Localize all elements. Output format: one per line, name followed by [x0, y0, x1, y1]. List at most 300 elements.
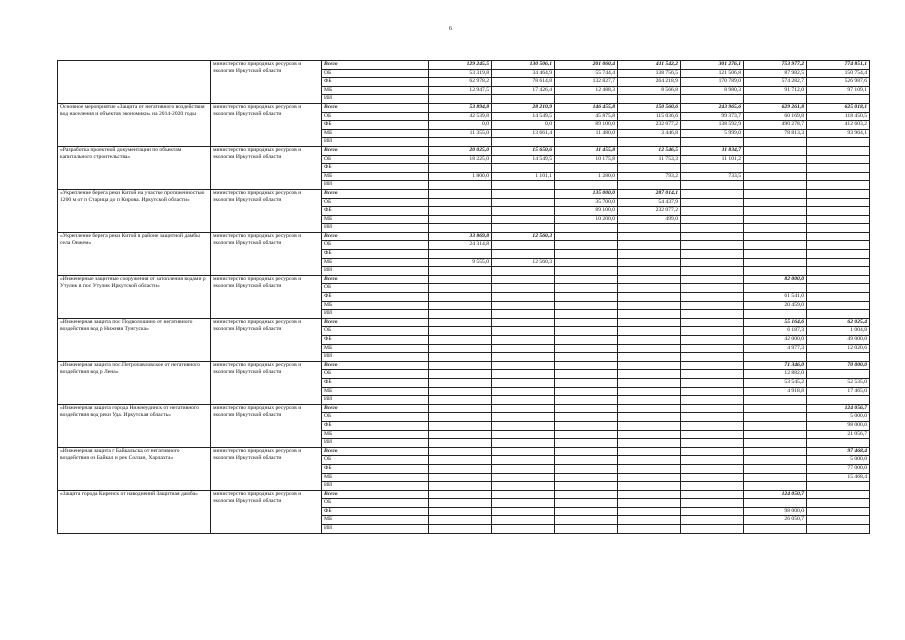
funding-value: 60 169,8: [744, 112, 807, 121]
funding-value: 12 488,3: [555, 86, 618, 95]
funding-value: 54 437,9: [618, 198, 681, 207]
funding-value: [555, 430, 618, 439]
funding-value: [681, 361, 744, 370]
funding-source: ИИ: [322, 439, 429, 448]
funding-value: [807, 95, 870, 104]
funding-value: [492, 224, 555, 233]
funding-value: [492, 275, 555, 284]
funding-value: 99 373,7: [681, 112, 744, 121]
funding-value: [744, 267, 807, 276]
measure-name: «Инженерная защита пос.Петропавловское от негативного воздействия вод р Лена»: [58, 361, 211, 404]
funding-value: [681, 95, 744, 104]
funding-value: [492, 516, 555, 525]
funding-value: 10 200,0: [555, 215, 618, 224]
funding-value: [429, 361, 492, 370]
funding-value: [807, 525, 870, 534]
funding-value: [618, 164, 681, 173]
table-row: [58, 61, 870, 70]
funding-value: [555, 293, 618, 302]
funding-value: [618, 499, 681, 508]
funding-source: ИИ: [322, 525, 429, 534]
funding-value: [681, 344, 744, 353]
funding-value: [618, 421, 681, 430]
funding-value: 243 965,6: [681, 103, 744, 112]
funding-value: [492, 198, 555, 207]
funding-value: [492, 482, 555, 491]
funding-value: [681, 189, 744, 198]
funding-value: [429, 396, 492, 405]
funding-source: ОБ: [322, 413, 429, 422]
funding-value: [618, 344, 681, 353]
funding-value: [618, 378, 681, 387]
funding-value: [744, 310, 807, 319]
funding-value: [429, 336, 492, 345]
funding-value: [618, 482, 681, 491]
funding-value: 93 964,1: [807, 129, 870, 138]
funding-value: [429, 189, 492, 198]
funding-value: [618, 456, 681, 465]
funding-value: [555, 181, 618, 190]
funding-value: [807, 439, 870, 448]
funding-value: [618, 473, 681, 482]
measure-name: «Защита города Киренск от наводнений Защитная дамба»: [58, 490, 211, 533]
funding-value: 62 978,2: [429, 78, 492, 87]
funding-source: МБ: [322, 172, 429, 181]
funding-source: ФБ: [322, 464, 429, 473]
funding-value: [429, 138, 492, 147]
funding-value: [618, 318, 681, 327]
funding-value: [618, 224, 681, 233]
funding-value: 574 282,7: [744, 78, 807, 87]
funding-source: МБ: [322, 215, 429, 224]
funding-value: 53 545,2: [744, 378, 807, 387]
funding-value: [618, 430, 681, 439]
funding-value: [492, 456, 555, 465]
funding-value: [807, 189, 870, 198]
funding-value: [618, 439, 681, 448]
funding-value: 15 650,6: [492, 146, 555, 155]
funding-source: Всего: [322, 275, 429, 284]
funding-value: [429, 293, 492, 302]
funding-value: [555, 439, 618, 448]
funding-value: [429, 404, 492, 413]
funding-value: [555, 370, 618, 379]
funding-value: [807, 224, 870, 233]
funding-value: 12 560,3: [492, 258, 555, 267]
funding-value: 629 261,8: [744, 103, 807, 112]
funding-value: [744, 396, 807, 405]
funding-value: [744, 207, 807, 216]
funding-value: [492, 267, 555, 276]
funding-source: МБ: [322, 86, 429, 95]
executor-name: министерство природных ресурсов и экологии Иркутской области: [211, 447, 322, 490]
funding-value: 97 468,4: [807, 447, 870, 456]
funding-value: [492, 95, 555, 104]
funding-source: МБ: [322, 516, 429, 525]
funding-value: 118 450,5: [807, 112, 870, 121]
funding-value: [492, 284, 555, 293]
funding-value: [555, 232, 618, 241]
funding-value: [492, 344, 555, 353]
funding-value: [807, 155, 870, 164]
funding-value: [807, 275, 870, 284]
funding-source: Всего: [322, 490, 429, 499]
funding-value: 98 000,0: [744, 507, 807, 516]
funding-value: [618, 464, 681, 473]
funding-value: [807, 232, 870, 241]
funding-source: ФБ: [322, 336, 429, 345]
funding-value: 15 468,4: [807, 473, 870, 482]
funding-source: ИИ: [322, 181, 429, 190]
funding-source: ОБ: [322, 241, 429, 250]
funding-value: [807, 499, 870, 508]
funding-value: [807, 146, 870, 155]
funding-value: [681, 490, 744, 499]
funding-value: [807, 310, 870, 319]
funding-value: 301 276,1: [681, 61, 744, 70]
funding-source: ИИ: [322, 224, 429, 233]
funding-source: ОБ: [322, 499, 429, 508]
funding-source: Всего: [322, 232, 429, 241]
funding-value: [618, 258, 681, 267]
funding-value: [429, 318, 492, 327]
funding-value: 78 813,3: [744, 129, 807, 138]
funding-value: 20 025,0: [429, 146, 492, 155]
funding-value: 1 280,0: [555, 172, 618, 181]
funding-value: [555, 327, 618, 336]
table-row: [58, 361, 870, 370]
funding-source: Всего: [322, 189, 429, 198]
funding-value: [429, 447, 492, 456]
funding-source: ИИ: [322, 95, 429, 104]
funding-value: [618, 327, 681, 336]
funding-source: МБ: [322, 387, 429, 396]
funding-value: 11 455,8: [555, 146, 618, 155]
funding-value: [744, 215, 807, 224]
funding-value: 793,2: [618, 172, 681, 181]
funding-value: 12 560,3: [492, 232, 555, 241]
funding-value: [555, 525, 618, 534]
executor-name: министерство природных ресурсов и экологии Иркутской области: [211, 275, 322, 318]
executor-name: министерство природных ресурсов и экологии Иркутской области: [211, 490, 322, 533]
funding-value: 17 426,4: [492, 86, 555, 95]
funding-value: 61 541,0: [744, 293, 807, 302]
funding-value: [681, 507, 744, 516]
funding-value: 130 506,1: [492, 61, 555, 70]
funding-value: [807, 207, 870, 216]
funding-value: [744, 421, 807, 430]
executor-name: министерство природных ресурсов и экологии Иркутской области: [211, 404, 322, 447]
executor-name: министерство природных ресурсов и экологии Иркутской области: [211, 361, 322, 404]
funding-table: [57, 60, 870, 534]
funding-value: [744, 525, 807, 534]
measure-name: [58, 61, 211, 104]
funding-value: 150 754,4: [807, 69, 870, 78]
funding-value: [807, 198, 870, 207]
funding-value: [618, 525, 681, 534]
funding-value: [681, 284, 744, 293]
funding-value: [618, 396, 681, 405]
funding-value: [807, 516, 870, 525]
funding-value: [618, 516, 681, 525]
funding-value: [681, 215, 744, 224]
funding-value: [429, 164, 492, 173]
funding-value: [681, 378, 744, 387]
funding-value: [492, 413, 555, 422]
funding-value: [744, 155, 807, 164]
measure-name: «Инженерная защита г Байкальска от негативного воздействия оз Байкал и рек Солзан, Харлахта»: [58, 447, 211, 490]
funding-source: Всего: [322, 146, 429, 155]
funding-value: 6 187,3: [744, 327, 807, 336]
funding-source: ИИ: [322, 482, 429, 491]
funding-value: 124 050,7: [744, 490, 807, 499]
funding-value: [492, 293, 555, 302]
table-row: [58, 103, 870, 112]
executor-name: министерство природных ресурсов и экологии Иркутской области: [211, 61, 322, 104]
funding-value: [681, 301, 744, 310]
funding-value: 78 614,8: [492, 78, 555, 87]
funding-value: 62 025,4: [807, 318, 870, 327]
funding-value: [618, 310, 681, 319]
funding-value: [429, 353, 492, 362]
funding-value: [555, 413, 618, 422]
funding-value: 232 077,2: [618, 121, 681, 130]
funding-value: [681, 447, 744, 456]
funding-value: [429, 473, 492, 482]
funding-value: 82 000,0: [744, 275, 807, 284]
funding-value: 170 789,0: [681, 78, 744, 87]
funding-value: [744, 258, 807, 267]
funding-value: [429, 95, 492, 104]
table-row: [58, 275, 870, 284]
funding-value: [618, 275, 681, 284]
funding-value: [744, 430, 807, 439]
funding-source: Всего: [322, 318, 429, 327]
funding-value: [681, 250, 744, 259]
funding-value: 150 560,6: [618, 103, 681, 112]
funding-value: [744, 404, 807, 413]
funding-source: МБ: [322, 430, 429, 439]
funding-value: [681, 525, 744, 534]
measure-name: «Укрепление берега реки Китой в районе защитной дамбы села Онжем»: [58, 232, 211, 275]
funding-value: 8 980,3: [681, 86, 744, 95]
table-row: [58, 189, 870, 198]
funding-value: 490 278,7: [744, 121, 807, 130]
funding-value: 774 851,1: [807, 61, 870, 70]
funding-value: [555, 499, 618, 508]
funding-value: [555, 464, 618, 473]
funding-value: [555, 473, 618, 482]
funding-value: [744, 447, 807, 456]
funding-source: ОБ: [322, 198, 429, 207]
table-row: [58, 318, 870, 327]
funding-source: МБ: [322, 473, 429, 482]
funding-source: ИИ: [322, 353, 429, 362]
funding-value: [618, 353, 681, 362]
measure-name: «Инженерная защита пос Подволошино от негативного воздействия вод р Нижняя Тунгуска»: [58, 318, 211, 361]
funding-value: [807, 172, 870, 181]
funding-value: [492, 447, 555, 456]
funding-value: [429, 387, 492, 396]
funding-value: [555, 344, 618, 353]
funding-value: 13 661,4: [492, 129, 555, 138]
funding-value: [492, 439, 555, 448]
funding-value: [618, 95, 681, 104]
executor-name: министерство природных ресурсов и экологии Иркутской области: [211, 189, 322, 232]
funding-value: [618, 301, 681, 310]
funding-value: [429, 439, 492, 448]
funding-value: [429, 267, 492, 276]
funding-value: [492, 507, 555, 516]
funding-value: [744, 232, 807, 241]
funding-value: [429, 284, 492, 293]
funding-value: [492, 404, 555, 413]
funding-value: [807, 490, 870, 499]
funding-value: [744, 473, 807, 482]
funding-value: [681, 464, 744, 473]
funding-value: [555, 138, 618, 147]
funding-value: 8 566,8: [618, 86, 681, 95]
funding-value: [744, 464, 807, 473]
funding-value: [429, 370, 492, 379]
funding-source: ФБ: [322, 378, 429, 387]
funding-value: [618, 293, 681, 302]
funding-value: 71 346,0: [744, 361, 807, 370]
funding-source: Всего: [322, 447, 429, 456]
funding-value: [492, 310, 555, 319]
funding-value: [744, 164, 807, 173]
funding-value: [807, 258, 870, 267]
funding-value: [492, 164, 555, 173]
funding-value: [429, 181, 492, 190]
funding-value: [429, 421, 492, 430]
funding-value: [555, 516, 618, 525]
funding-value: [429, 215, 492, 224]
funding-value: 18 225,0: [429, 155, 492, 164]
funding-value: [492, 430, 555, 439]
funding-value: 5 000,0: [807, 456, 870, 465]
funding-value: [429, 456, 492, 465]
funding-source: МБ: [322, 258, 429, 267]
funding-value: [429, 490, 492, 499]
funding-value: [744, 250, 807, 259]
funding-value: [807, 396, 870, 405]
funding-value: [618, 250, 681, 259]
funding-source: ОБ: [322, 284, 429, 293]
funding-value: [681, 456, 744, 465]
funding-value: 55 164,6: [744, 318, 807, 327]
funding-value: 34 464,9: [492, 69, 555, 78]
funding-value: [681, 353, 744, 362]
funding-value: [555, 396, 618, 405]
funding-value: [492, 473, 555, 482]
funding-value: [807, 370, 870, 379]
funding-value: [681, 482, 744, 491]
funding-source: Всего: [322, 404, 429, 413]
funding-value: 53 319,8: [429, 69, 492, 78]
funding-value: [681, 207, 744, 216]
funding-value: 625 018,1: [807, 103, 870, 112]
executor-name: министерство природных ресурсов и экологии Иркутской области: [211, 103, 322, 146]
executor-name: министерство природных ресурсов и экологии Иркутской области: [211, 146, 322, 189]
funding-source: ОБ: [322, 69, 429, 78]
funding-value: [492, 138, 555, 147]
funding-value: [744, 241, 807, 250]
funding-value: [429, 301, 492, 310]
funding-value: [555, 275, 618, 284]
funding-value: [744, 95, 807, 104]
funding-value: 26 050,7: [744, 516, 807, 525]
funding-value: 91 712,0: [744, 86, 807, 95]
funding-value: [807, 164, 870, 173]
funding-source: Всего: [322, 103, 429, 112]
funding-value: [555, 361, 618, 370]
funding-value: [492, 207, 555, 216]
funding-source: МБ: [322, 129, 429, 138]
funding-value: 53 894,8: [429, 103, 492, 112]
funding-value: [492, 327, 555, 336]
funding-source: ФБ: [322, 78, 429, 87]
funding-value: [744, 413, 807, 422]
funding-value: [807, 267, 870, 276]
funding-value: [492, 336, 555, 345]
funding-value: [681, 224, 744, 233]
funding-value: [429, 310, 492, 319]
funding-value: 9 555,0: [429, 258, 492, 267]
funding-value: [744, 181, 807, 190]
funding-value: [492, 353, 555, 362]
funding-value: [807, 215, 870, 224]
funding-value: [681, 267, 744, 276]
funding-value: 70 000,0: [807, 361, 870, 370]
funding-value: 733,5: [681, 172, 744, 181]
funding-source: ИИ: [322, 267, 429, 276]
funding-value: [429, 250, 492, 259]
funding-value: 129 245,5: [429, 61, 492, 70]
funding-value: [618, 336, 681, 345]
measure-name: «Инженерная защита города Нижнеудинск от негативного воздействия вод реки Уда. Иркутская область»: [58, 404, 211, 447]
funding-source: ФБ: [322, 121, 429, 130]
funding-source: ОБ: [322, 112, 429, 121]
funding-value: [681, 232, 744, 241]
funding-value: 97 109,1: [807, 86, 870, 95]
funding-value: [429, 482, 492, 491]
funding-value: 55 744,4: [555, 69, 618, 78]
funding-value: 412 603,2: [807, 121, 870, 130]
funding-source: ФБ: [322, 250, 429, 259]
funding-value: [681, 181, 744, 190]
measure-name: Основное мероприятие «Защита от негативного воздействия вод населения и объектов экономики» на 2014-2020 годы: [58, 103, 211, 146]
executor-name: министерство природных ресурсов и экологии Иркутской области: [211, 232, 322, 275]
funding-value: [555, 353, 618, 362]
funding-value: [618, 490, 681, 499]
funding-source: ИИ: [322, 138, 429, 147]
funding-value: [681, 396, 744, 405]
funding-source: ОБ: [322, 327, 429, 336]
funding-value: [555, 447, 618, 456]
funding-value: [429, 413, 492, 422]
funding-value: 124 056,7: [807, 404, 870, 413]
funding-value: [492, 490, 555, 499]
funding-value: 499,0: [618, 215, 681, 224]
funding-value: [807, 284, 870, 293]
funding-value: [429, 207, 492, 216]
funding-value: [492, 387, 555, 396]
funding-value: 4 977,3: [744, 344, 807, 353]
funding-value: [555, 267, 618, 276]
funding-value: [681, 516, 744, 525]
funding-value: [744, 482, 807, 491]
